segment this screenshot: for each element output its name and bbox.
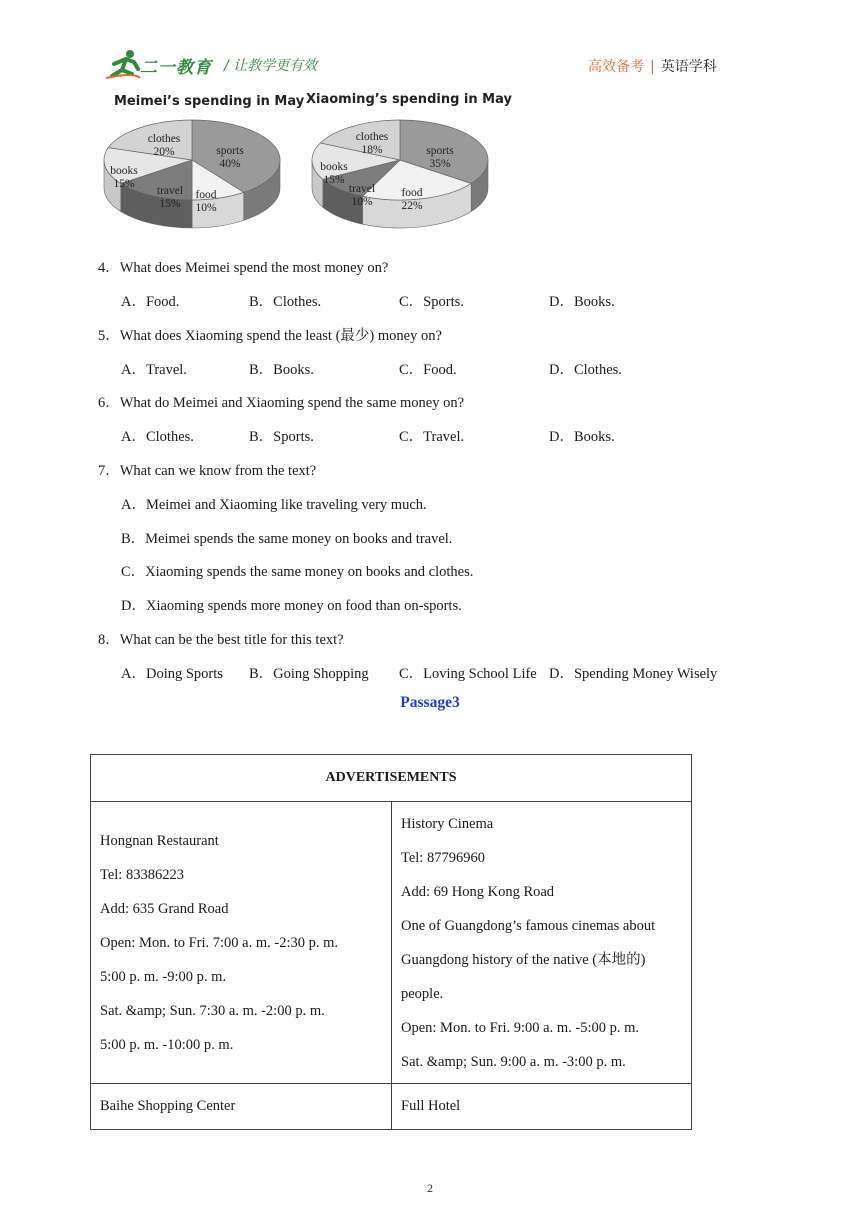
restaurant-tel: Tel: 83386223 [100, 866, 184, 883]
q8-option-a[interactable]: A．Doing Sports [121, 666, 223, 682]
q8-option-c[interactable]: C．Loving School Life [399, 666, 537, 682]
pie-value-food: 22% [401, 200, 423, 212]
page-header [0, 0, 860, 90]
pie-label-books: books [320, 161, 348, 173]
cinema-address: Add: 69 Hong Kong Road [401, 883, 555, 900]
q5-option-b[interactable]: B．Books. [249, 362, 314, 378]
restaurant-address: Add: 635 Grand Road [100, 900, 229, 917]
pie-value-travel: 15% [159, 198, 181, 210]
restaurant-name: Hongnan Restaurant [100, 832, 219, 849]
pie-label-food: food [401, 187, 423, 199]
q7-option-d[interactable]: D．Xiaoming spends more money on food than on-sports. [121, 598, 462, 614]
pie-value-clothes: 20% [153, 146, 175, 158]
restaurant-hours-weekend-evening: 5:00 p. m. -10:00 p. m. [100, 1036, 234, 1053]
table-heading: ADVERTISEMENTS [91, 755, 692, 802]
header-subject [588, 56, 717, 76]
q8-option-d[interactable]: D．Spending Money Wisely [549, 666, 718, 682]
cinema-description-3: people. [401, 985, 444, 1002]
header-separator: | [650, 59, 655, 75]
cinema-description-1: One of Guangdong’s famous cinemas about [401, 917, 656, 934]
q6-option-a[interactable]: A．Clothes. [121, 429, 194, 445]
passage-title: Passage3 [400, 694, 460, 711]
pie-chart-xiaoming [304, 112, 500, 244]
ad-shopping-center: Baihe Shopping Center [91, 1084, 392, 1130]
restaurant-hours-weekday-evening: 5:00 p. m. -9:00 p. m. [100, 968, 227, 985]
advertisements-table [90, 754, 692, 1130]
cinema-hours-weekend: Sat. &amp; Sun. 9:00 a. m. -3:00 p. m. [401, 1053, 626, 1070]
pie-label-sports: sports [426, 145, 454, 157]
cinema-tel: Tel: 87796960 [401, 849, 485, 866]
pie-value-books: 15% [113, 178, 135, 190]
q5-option-a[interactable]: A．Travel. [121, 362, 187, 378]
chart-title-xiaoming: Xiaoming’s spending in May [306, 92, 512, 107]
q5-option-d[interactable]: D．Clothes. [549, 362, 622, 378]
pie-value-sports: 35% [429, 158, 451, 170]
header-subject-label: 英语学科 [660, 59, 717, 75]
q7-option-c[interactable]: C．Xiaoming spends the same money on books and clothes. [121, 564, 474, 580]
pie-value-sports: 40% [219, 158, 241, 170]
restaurant-hours-weekend: Sat. &amp; Sun. 7:30 a. m. -2:00 p. m. [100, 1002, 325, 1019]
q5-option-c[interactable]: C．Food. [399, 362, 457, 378]
q4-option-b[interactable]: B．Clothes. [249, 294, 322, 310]
q6-option-b[interactable]: B．Sports. [249, 429, 314, 445]
ad-cinema [392, 802, 692, 1084]
pie-value-travel: 10% [351, 196, 373, 208]
cinema-description-2: Guangdong history of the native (本地的) [401, 951, 646, 968]
cinema-hours-weekday: Open: Mon. to Fri. 9:00 a. m. -5:00 p. m. [401, 1019, 640, 1036]
q6-option-c[interactable]: C．Travel. [399, 429, 465, 445]
restaurant-hours-weekday: Open: Mon. to Fri. 7:00 a. m. -2:30 p. m. [100, 934, 339, 951]
question-8: 8．What can be the best title for this text? [98, 632, 344, 648]
cinema-name: History Cinema [401, 815, 494, 832]
q7-option-b[interactable]: B．Meimei spends the same money on books and travel. [121, 531, 453, 547]
question-7: 7．What can we know from the text? [98, 463, 317, 479]
q4-option-c[interactable]: C．Sports. [399, 294, 464, 310]
question-6: 6．What do Meimei and Xiaoming spend the same money on? [98, 395, 465, 411]
q7-option-a[interactable]: A．Meimei and Xiaoming like traveling very much. [121, 497, 427, 513]
pie-label-travel: travel [348, 183, 376, 195]
pie-value-clothes: 18% [361, 144, 383, 156]
pie-label-clothes: clothes [147, 133, 181, 145]
q6-option-d[interactable]: D．Books. [549, 429, 615, 445]
question-4: 4．What does Meimei spend the most money on? [98, 260, 389, 276]
brand-slogan: / 让教学更有效 [224, 58, 318, 74]
pie-label-sports: sports [216, 145, 244, 157]
q8-option-b[interactable]: B．Going Shopping [249, 666, 369, 682]
question-5: 5．What does Xiaoming spend the least (最少) money on? [98, 328, 442, 344]
q4-option-d[interactable]: D．Books. [549, 294, 615, 310]
pie-label-clothes: clothes [355, 131, 389, 143]
pie-label-books: books [110, 165, 138, 177]
pie-label-travel: travel [156, 185, 184, 197]
ad-restaurant [91, 802, 392, 1084]
brand-name: 二一教育 [140, 58, 212, 78]
header-tag: 高效备考 [588, 59, 644, 75]
pie-value-books: 15% [323, 174, 345, 186]
pie-value-food: 10% [195, 202, 217, 214]
pie-chart-meimei [96, 112, 292, 244]
pie-label-food: food [195, 189, 217, 201]
chart-title-meimei: Meimei’s spending in May [114, 94, 305, 109]
q4-option-a[interactable]: A．Food. [121, 294, 180, 310]
ad-hotel: Full Hotel [392, 1084, 692, 1130]
page-number: 2 [427, 1181, 433, 1195]
